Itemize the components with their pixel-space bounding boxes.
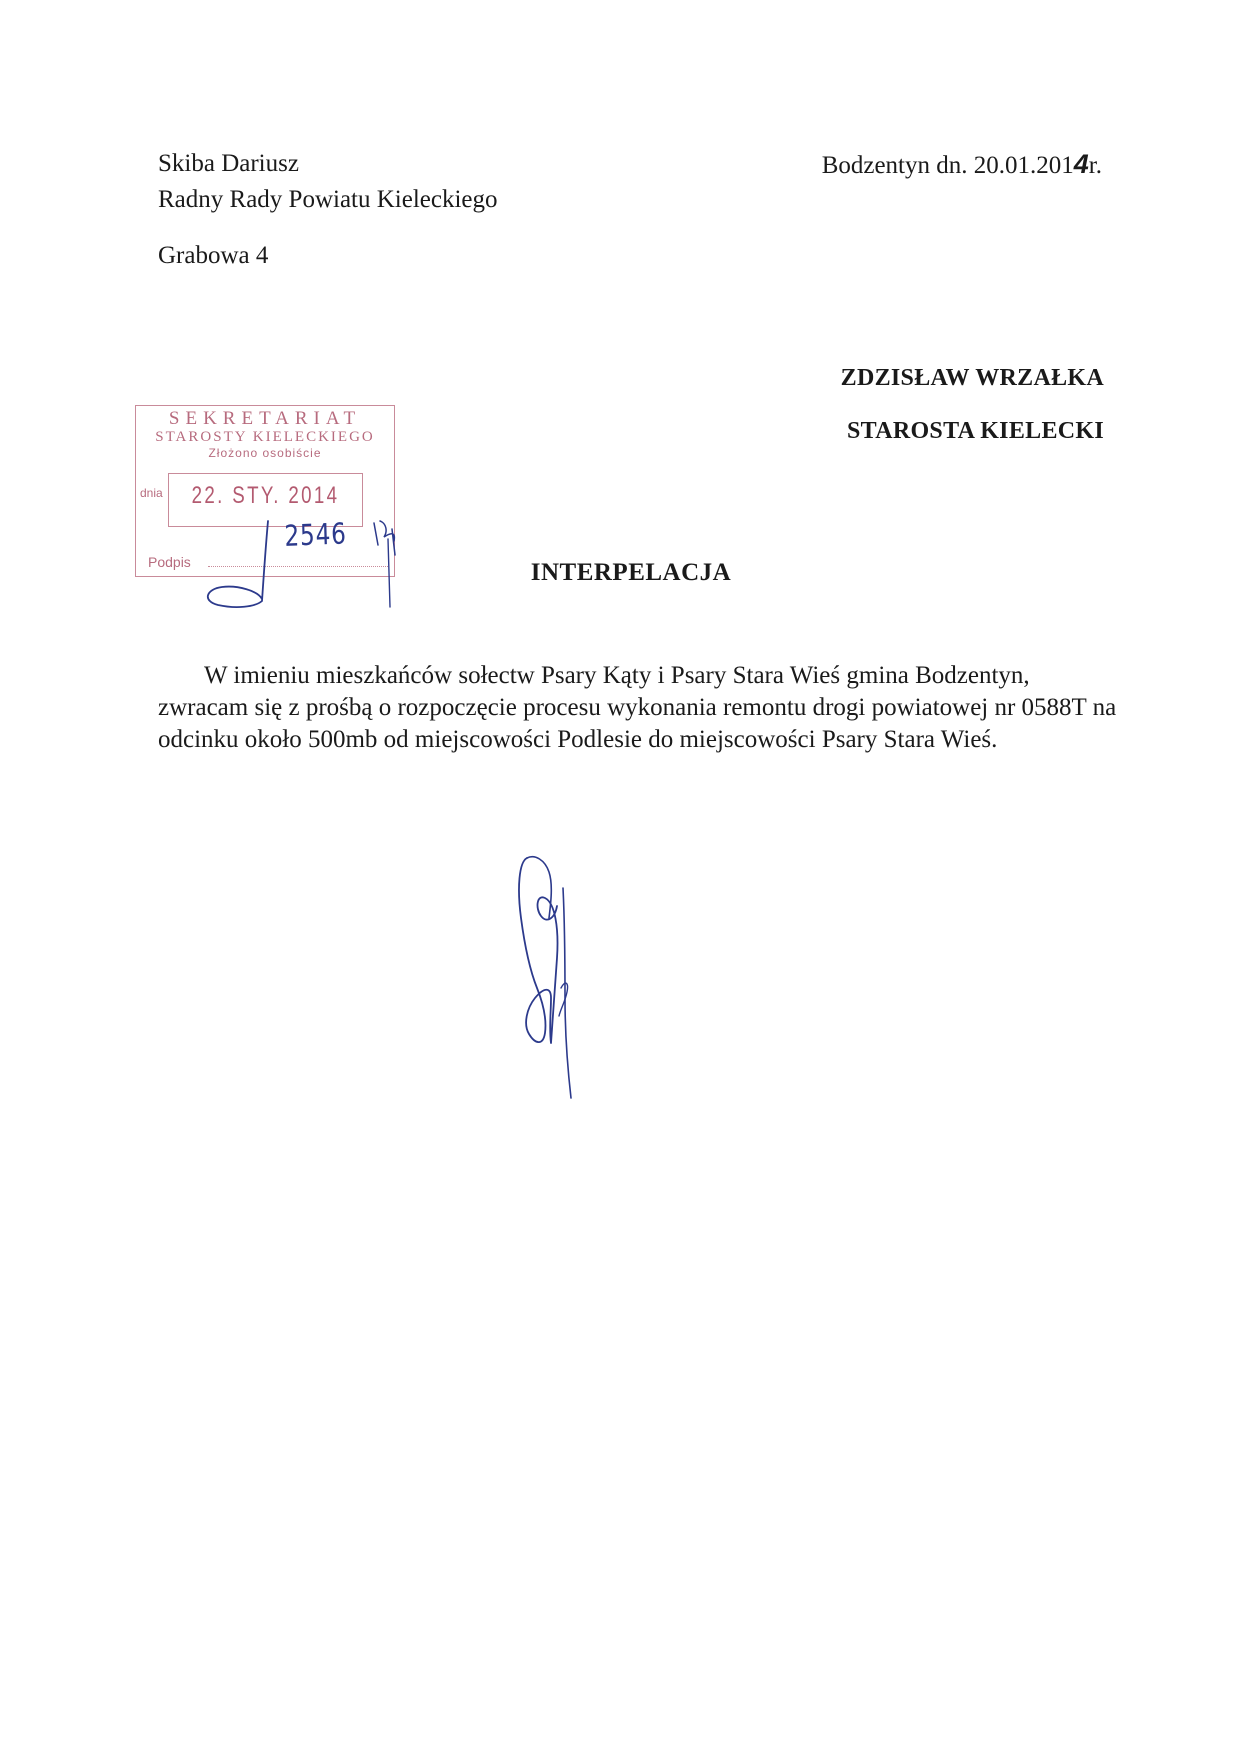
stamp-title: SEKRETARIAT [168,408,362,429]
date-text: Bodzentyn dn. 20.01.201 [821,152,1074,179]
stamp-date-label: dnia [140,486,163,500]
date-suffix: r. [1088,152,1102,179]
recipient-title: STAROSTA KIELECKI [847,418,1104,444]
document-title: INTERPELACJA [530,559,732,586]
date-overwritten-digit: 4 [1073,149,1089,179]
recipient-name: ZDZISŁAW WRZAŁKA [840,365,1104,391]
stamp-registration-number: 2546 [284,516,348,553]
stamp-signature-label: Podpis [148,554,191,570]
sender-name: Skiba Dariusz [158,150,299,177]
body-text: W imieniu mieszkańców sołectw Psary Kąty i Psary Stara Wieś gmina Bodzentyn, zwracam się z prośbą o rozpoczęcie procesu wykonania remontu drogi powiatowej nr 0588T na odcinku około 500mb od miejscowości Podlesie do miejscowości Psary Stara Wieś. [158,662,1117,753]
stamp-date: 22. STY. 2014 [191,482,340,509]
sender-block [158,146,498,274]
stamp-note: Złożono osobiście [208,446,322,460]
sender-address: Grabowa 4 [158,242,269,269]
sender-title: Radny Rady Powiatu Kieleckiego [158,186,498,213]
stamp-subtitle: STAROSTY KIELECKIEGO [155,429,375,445]
date-line [822,146,1102,184]
recipient-block [841,352,1104,458]
handwritten-signature [505,848,615,1108]
body-paragraph [158,660,1118,756]
